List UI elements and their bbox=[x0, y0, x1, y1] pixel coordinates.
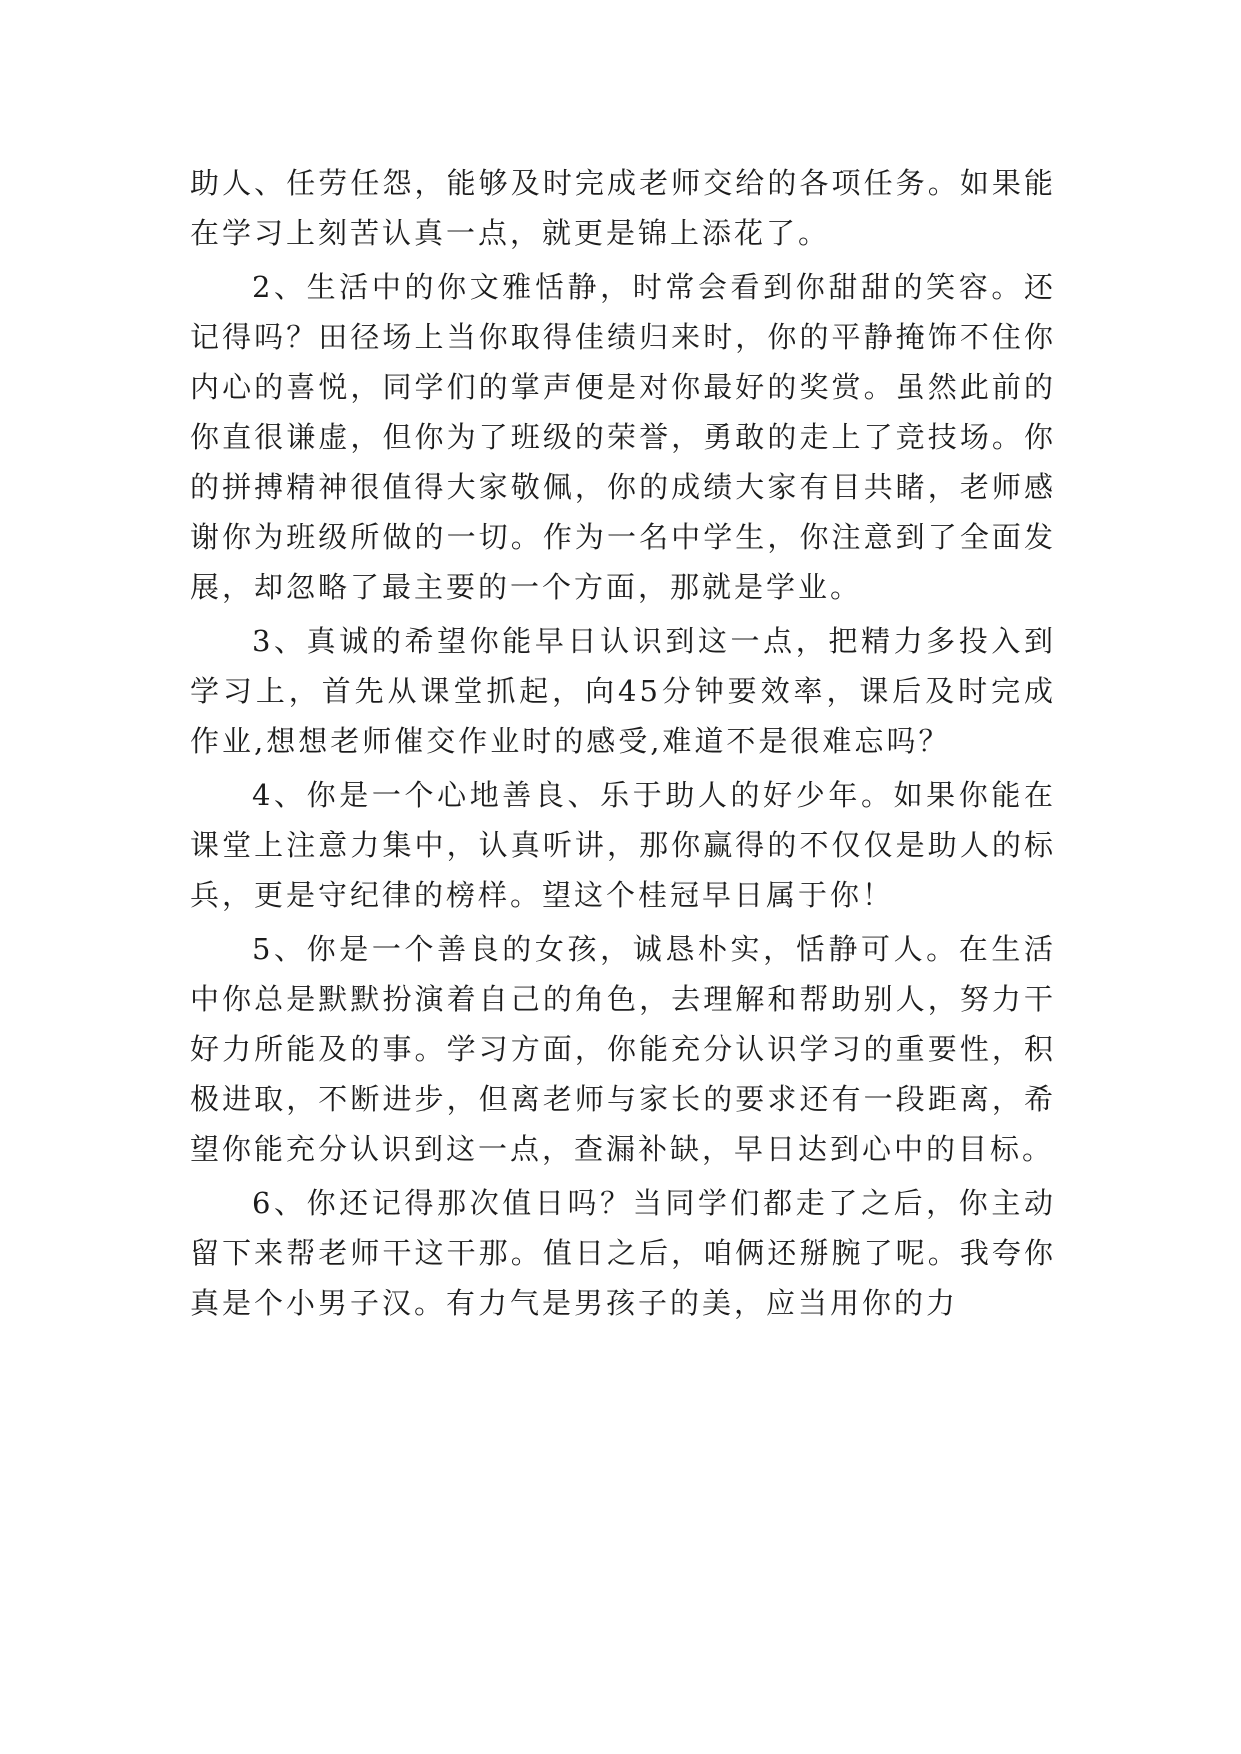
document-body bbox=[190, 158, 1056, 1332]
paragraph-continuation: 助人、任劳任怨，能够及时完成老师交给的各项任务。如果能在学习上刻苦认真一点，就更是锦上添花了。 bbox=[190, 166, 1056, 250]
paragraph-5: 5、你是一个善良的女孩，诚恳朴实，恬静可人。在生活中你总是默默扮演着自己的角色，去理解和帮助别人，努力干好力所能及的事。学习方面，你能充分认识学习的重要性，积极进取，不断进步，但离老师与家长的要求还有一段距离，希望你能充分认识到这一点，查漏补缺，早日达到心中的目标。 bbox=[190, 932, 1056, 1166]
paragraph-6: 6、你还记得那次值日吗？当同学们都走了之后，你主动留下来帮老师干这干那。值日之后，咱俩还掰腕了呢。我夸你真是个小男子汉。有力气是男孩子的美，应当用你的力 bbox=[190, 1186, 1056, 1320]
paragraph-2: 2、生活中的你文雅恬静，时常会看到你甜甜的笑容。还记得吗？田径场上当你取得佳绩归来时，你的平静掩饰不住你内心的喜悦，同学们的掌声便是对你最好的奖赏。虽然此前的你直很谦虚，但你为了班级的荣誉，勇敢的走上了竞技场。你的拼搏精神很值得大家敬佩，你的成绩大家有目共睹，老师感谢你为班级所做的一切。作为一名中学生，你注意到了全面发展，却忽略了最主要的一个方面，那就是学业。 bbox=[190, 270, 1056, 604]
paragraph-3: 3、真诚的希望你能早日认识到这一点，把精力多投入到学习上，首先从课堂抓起，向45分钟要效率，课后及时完成作业,想想老师催交作业时的感受,难道不是很难忘吗？ bbox=[190, 624, 1056, 758]
paragraph-4: 4、你是一个心地善良、乐于助人的好少年。如果你能在课堂上注意力集中，认真听讲，那你赢得的不仅仅是助人的标兵，更是守纪律的榜样。望这个桂冠早日属于你！ bbox=[190, 778, 1056, 912]
